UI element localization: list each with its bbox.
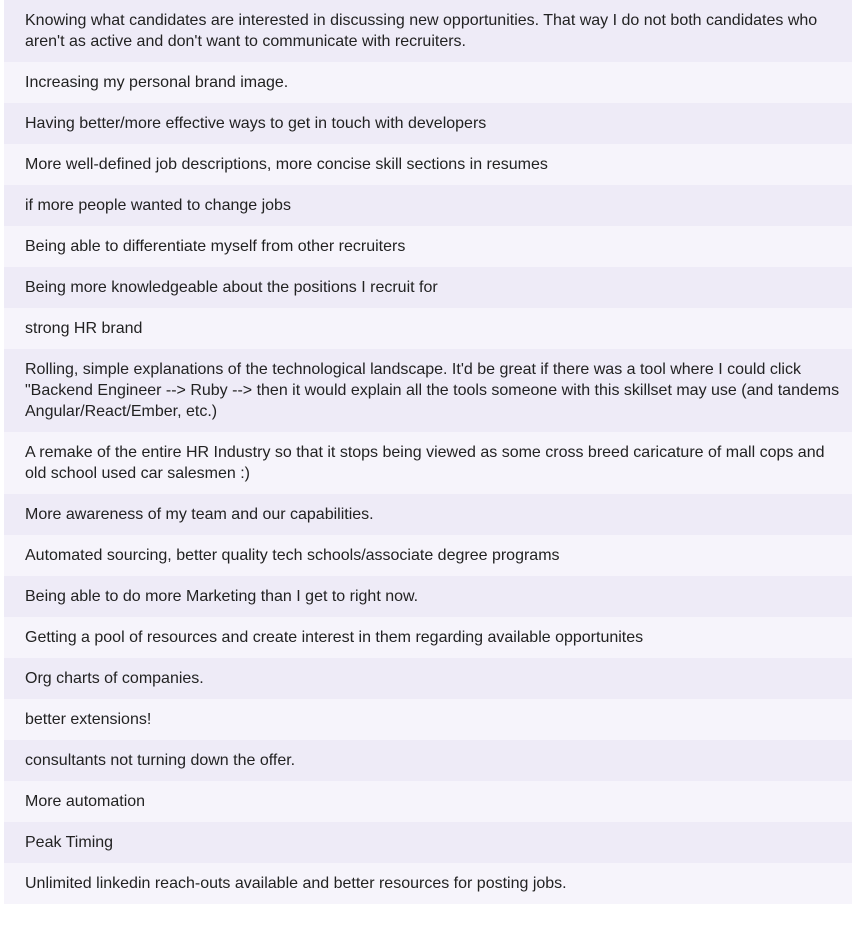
response-row: Automated sourcing, better quality tech schools/associate degree programs xyxy=(4,535,852,576)
response-row: strong HR brand xyxy=(4,308,852,349)
response-row: More automation xyxy=(4,781,852,822)
response-row: Unlimited linkedin reach-outs available and better resources for posting jobs. xyxy=(4,863,852,904)
response-row: Having better/more effective ways to get in touch with developers xyxy=(4,103,852,144)
response-row: Being able to do more Marketing than I get to right now. xyxy=(4,576,852,617)
response-row: More awareness of my team and our capabilities. xyxy=(4,494,852,535)
response-row: consultants not turning down the offer. xyxy=(4,740,852,781)
response-row: Being able to differentiate myself from other recruiters xyxy=(4,226,852,267)
response-row: better extensions! xyxy=(4,699,852,740)
response-row: if more people wanted to change jobs xyxy=(4,185,852,226)
response-row: More well-defined job descriptions, more concise skill sections in resumes xyxy=(4,144,852,185)
response-row: Being more knowledgeable about the positions I recruit for xyxy=(4,267,852,308)
response-row: Knowing what candidates are interested in discussing new opportunities. That way I do not both candidates who aren't as active and don't want to communicate with recruiters. xyxy=(4,0,852,62)
response-list xyxy=(4,0,852,904)
response-row: Org charts of companies. xyxy=(4,658,852,699)
response-row: Getting a pool of resources and create interest in them regarding available opportunites xyxy=(4,617,852,658)
response-row: Peak Timing xyxy=(4,822,852,863)
response-row: Increasing my personal brand image. xyxy=(4,62,852,103)
response-row: Rolling, simple explanations of the technological landscape. It'd be great if there was a tool where I could click "Backend Engineer --> Ruby --> then it would explain all the tools someone with this skillset may use (and tandems Angular/React/Ember, etc.) xyxy=(4,349,852,432)
response-row: A remake of the entire HR Industry so that it stops being viewed as some cross breed caricature of mall cops and old school used car salesmen :) xyxy=(4,432,852,494)
